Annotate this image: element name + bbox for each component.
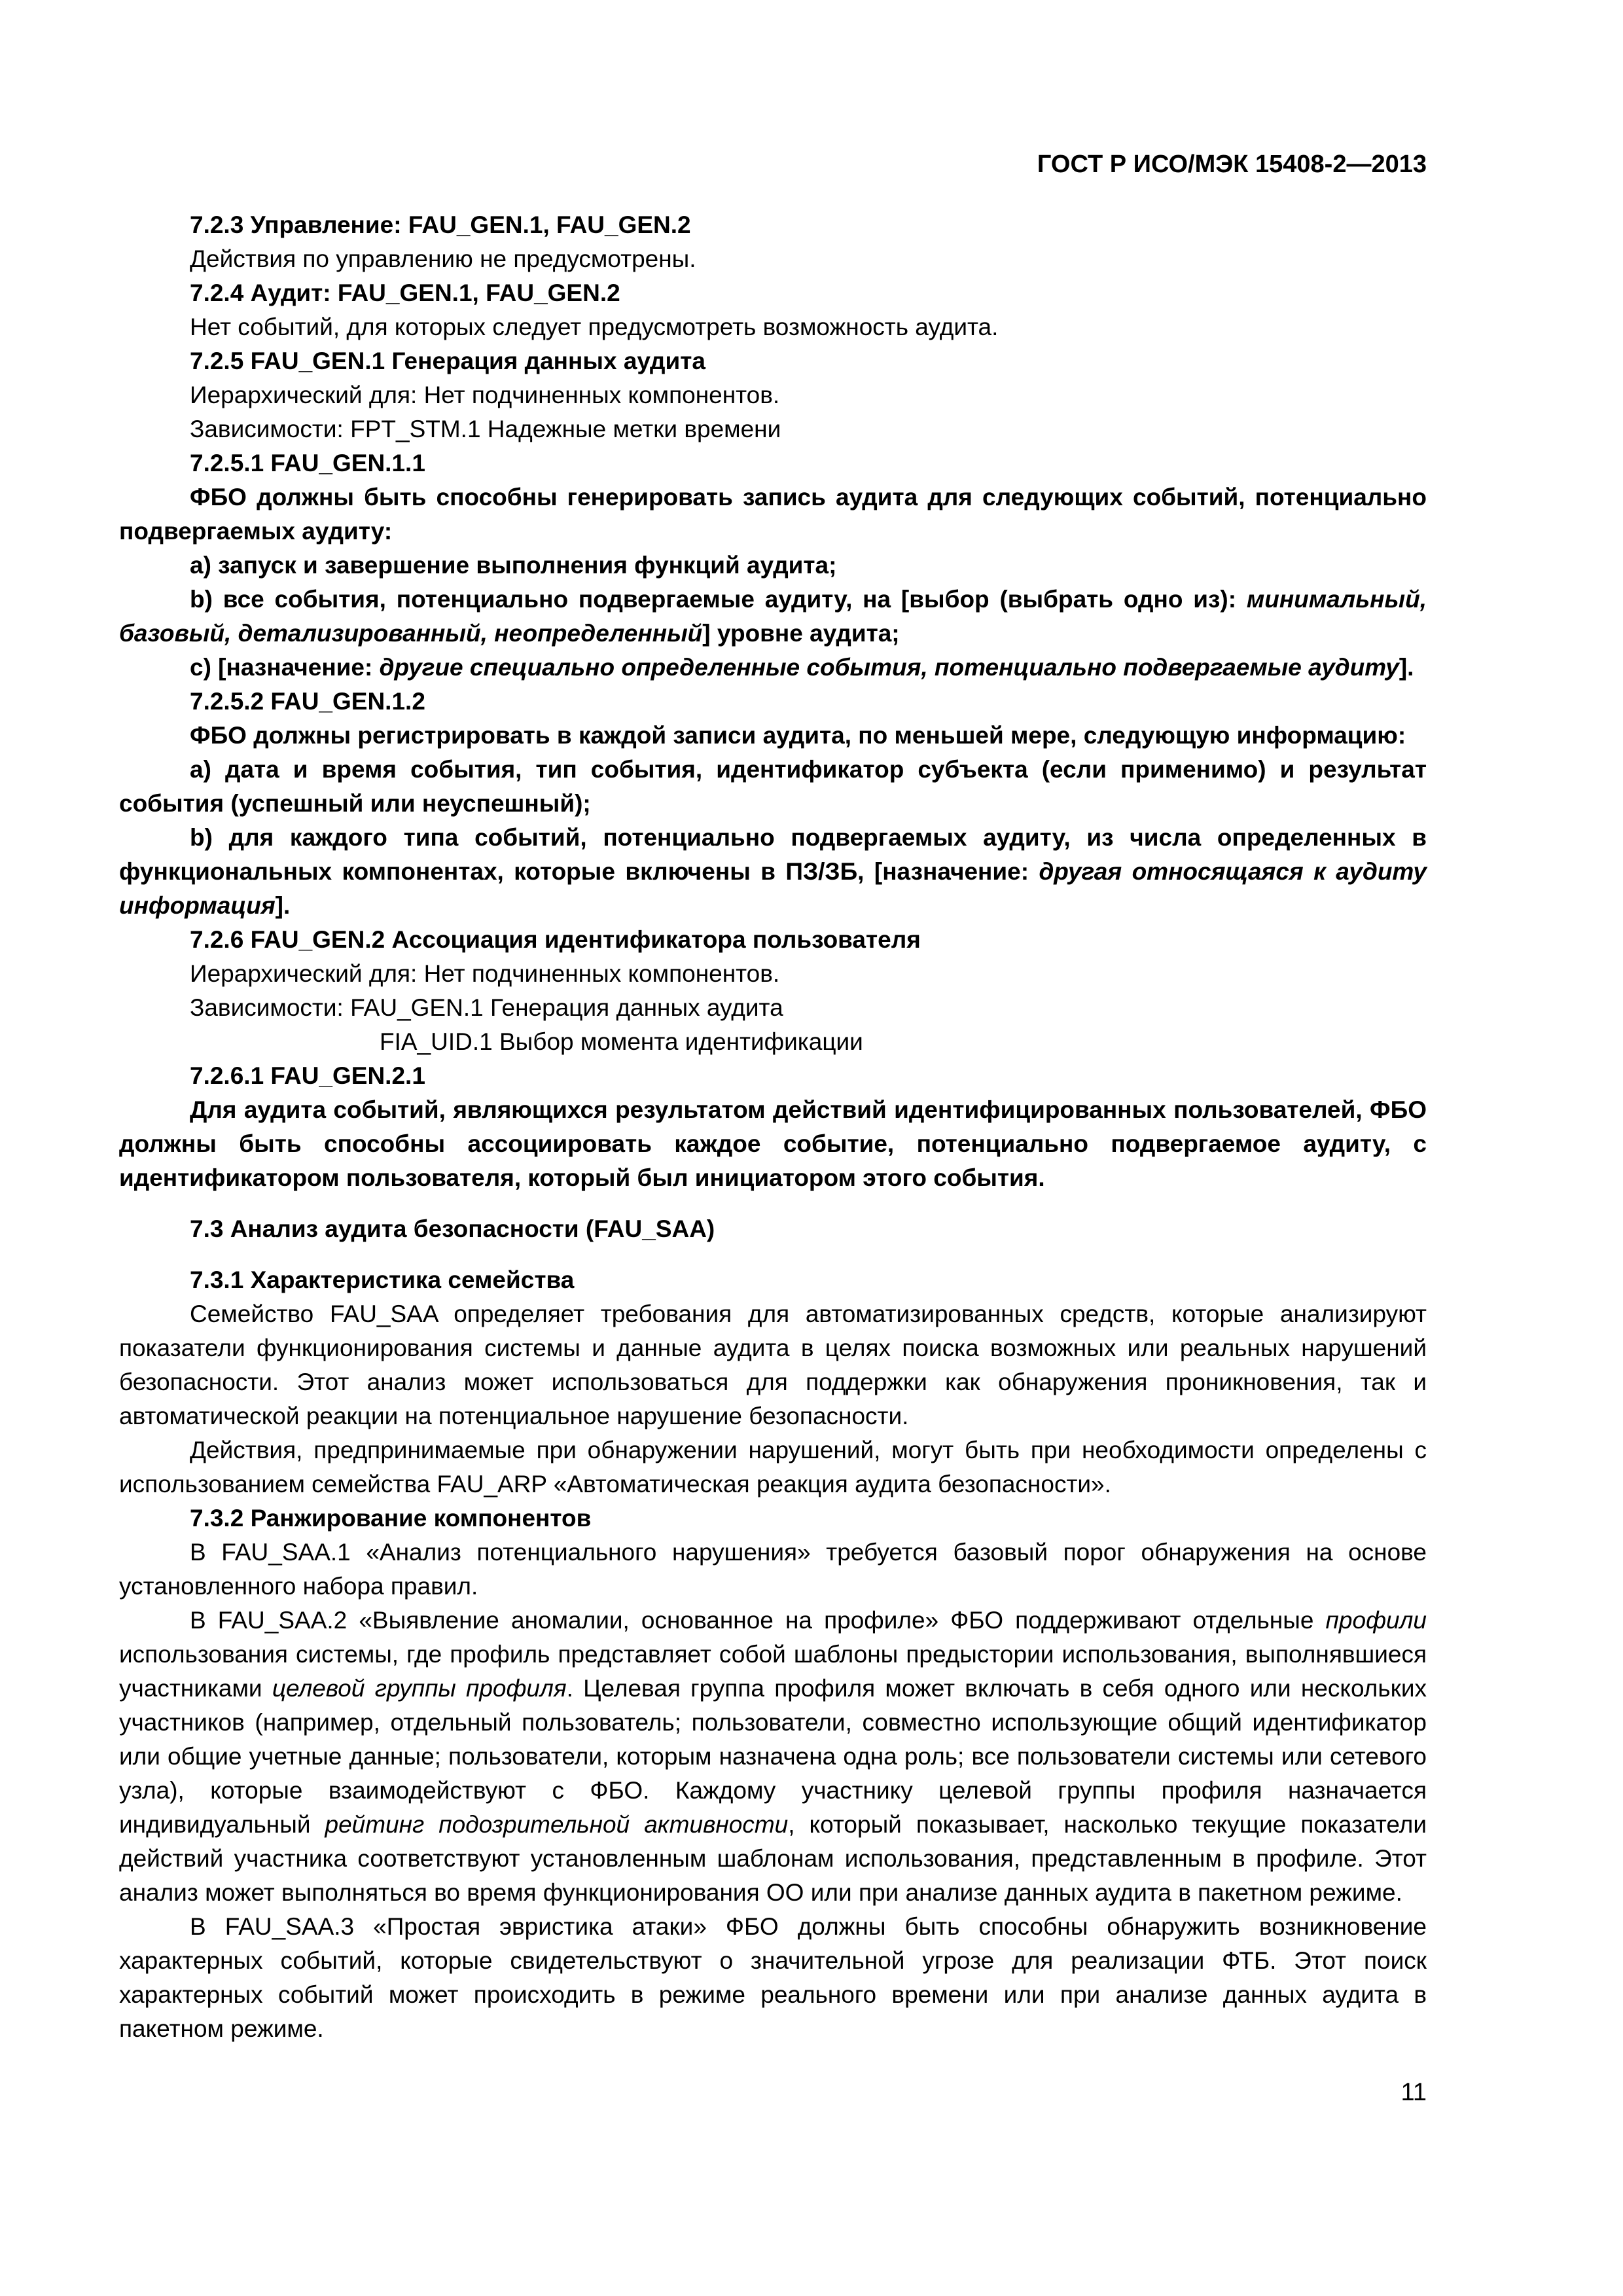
section-7-3-1-para-2: Действия, предпринимаемые при обнаружении нарушений, могут быть при необходимости определены с использованием семейства FAU_ARP «Автоматическая реакция аудита безопасности».	[119, 1437, 1427, 1498]
section-7-2-5-1-item-b	[119, 583, 1427, 651]
item-c-italic: другие специально определенные события, потенциально подвергаемые аудиту	[379, 654, 1399, 681]
section-7-2-5-1-title: 7.2.5.1 FAU_GEN.1.1	[190, 450, 425, 476]
section-7-3-2-para-1: В FAU_SAA.1 «Анализ потенциального нарушения» требуется базовый порог обнаружения на основе установленного набора правил.	[119, 1539, 1427, 1600]
section-7-2-5-2-item-b	[119, 821, 1427, 923]
section-7-2-4-text: Нет событий, для которых следует предусмотреть возможность аудита.	[190, 314, 999, 340]
section-7-2-5-1-lead: ФБО должны быть способны генерировать запись аудита для следующих событий, потенциально подвергаемых аудиту:	[119, 484, 1427, 545]
section-7-2-6-hierarchy: Иерархический для: Нет подчиненных компонентов.	[190, 960, 780, 987]
item-b2-text-1: b) для каждого типа событий, потенциально подвергаемых аудиту, из числа определенных в функциональных компонентах, которые включены в ПЗ/ЗБ, [назначение:	[119, 824, 1427, 885]
para2-text-a: В FAU_SAA.2 «Выявление аномалии, основанное на профиле» ФБО поддерживают отдельные	[190, 1607, 1326, 1634]
para2-italic-3: рейтинг подозрительной активности	[325, 1811, 789, 1838]
section-7-2-6-dependencies: Зависимости: FAU_GEN.1 Генерация данных аудита	[190, 994, 783, 1021]
para2-text-c: . Целевая группа профиля может включать в себя одного или нескольких участников (например, отдельный пользователь; пользователи, совместно использующие общий идентификатор или общие учетные данные; пользователи, которым назначена одна роль; все пользователи системы или сетевого узла), которые взаимодействуют с ФБО. Каждому участнику целевой группы профиля назначается индивидуальный	[119, 1675, 1427, 1838]
section-7-2-4-title: 7.2.4 Аудит: FAU_GEN.1, FAU_GEN.2	[190, 279, 620, 306]
para2-italic-2: целевой группы профиля	[272, 1675, 567, 1702]
item-b-text-1: b) все события, потенциально подвергаемые аудиту, на [выбор (выбрать одно из):	[190, 586, 1247, 613]
section-7-3-2-para-2	[119, 1604, 1427, 1910]
document-header: ГОСТ Р ИСО/МЭК 15408-2—2013	[1037, 151, 1427, 178]
page-number: 11	[1400, 2079, 1427, 2106]
item-b-italic: минимальный, базовый, детализированный, неопределенный	[119, 586, 1427, 647]
section-7-2-5-2-item-a: a) дата и время события, тип события, идентификатор субъекта (если применимо) и результат события (успешный или неуспешный);	[119, 756, 1427, 817]
item-b-text-2: ] уровне аудита;	[702, 620, 900, 647]
section-7-2-6-1-text: Для аудита событий, являющихся результатом действий идентифицированных пользователей, ФБО должны быть способны ассоциировать каждое событие, потенциально подвергаемое аудиту, с идентификатором пользователя, который был инициатором этого события.	[119, 1096, 1427, 1191]
section-7-2-5-2-lead: ФБО должны регистрировать в каждой записи аудита, по меньшей мере, следующую информацию:	[190, 722, 1406, 749]
para2-text-b: использования системы, где профиль представляет собой шаблоны предыстории использования, выполнявшиеся участниками	[119, 1641, 1427, 1702]
section-7-2-3-title: 7.2.3 Управление: FAU_GEN.1, FAU_GEN.2	[190, 211, 691, 238]
item-c-text-1: c) [назначение:	[190, 654, 380, 681]
section-7-2-6-1-title: 7.2.6.1 FAU_GEN.2.1	[190, 1062, 425, 1089]
section-7-2-6-title: 7.2.6 FAU_GEN.2 Ассоциация идентификатора пользователя	[190, 926, 921, 953]
section-7-2-3-text: Действия по управлению не предусмотрены.	[190, 245, 696, 272]
section-7-2-5-1-item-a: a) запуск и завершение выполнения функций аудита;	[190, 552, 837, 579]
para2-italic-1: профили	[1325, 1607, 1427, 1634]
section-7-2-5-dependencies: Зависимости: FPT_STM.1 Надежные метки времени	[190, 416, 781, 442]
section-7-3-title: 7.3 Анализ аудита безопасности (FAU_SAA)	[190, 1215, 715, 1242]
section-7-2-5-1-item-c	[119, 651, 1427, 685]
section-7-3-2-para-3: В FAU_SAA.3 «Простая эвристика атаки» ФБО должны быть способны обнаружить возникновение характерных событий, которые свидетельствуют о значительной угрозе для реализации ФТБ. Этот поиск характерных событий может происходить в режиме реального времени или при анализе данных аудита в пакетном режиме.	[119, 1913, 1427, 2042]
item-b2-text-2: ].	[275, 892, 291, 919]
document-body	[119, 208, 1427, 2046]
section-7-3-2-title: 7.3.2 Ранжирование компонентов	[190, 1505, 592, 1532]
item-c-text-2: ].	[1399, 654, 1414, 681]
section-7-2-5-title: 7.2.5 FAU_GEN.1 Генерация данных аудита	[190, 348, 705, 374]
item-b2-italic: другая относящаяся к аудиту информация	[119, 858, 1427, 919]
section-7-3-1-para-1: Семейство FAU_SAA определяет требования для автоматизированных средств, которые анализируют показатели функционирования системы и данные аудита в целях поиска возможных или реальных нарушений безопасности. Этот анализ может использоваться для поддержки как обнаружения проникновения, так и автоматической реакции на потенциальное нарушение безопасности.	[119, 1300, 1427, 1429]
section-7-2-5-hierarchy: Иерархический для: Нет подчиненных компонентов.	[190, 382, 780, 408]
para2-text-d: , который показывает, насколько текущие показатели действий участника соответствуют установленным шаблонам использования, представленным в профиле. Этот анализ может выполняться во время функционирования ОО или при анализе данных аудита в пакетном режиме.	[119, 1811, 1427, 1906]
section-7-3-1-title: 7.3.1 Характеристика семейства	[190, 1266, 575, 1293]
section-7-2-6-dependencies-2: FIA_UID.1 Выбор момента идентификации	[380, 1028, 863, 1055]
section-7-2-5-2-title: 7.2.5.2 FAU_GEN.1.2	[190, 688, 425, 715]
